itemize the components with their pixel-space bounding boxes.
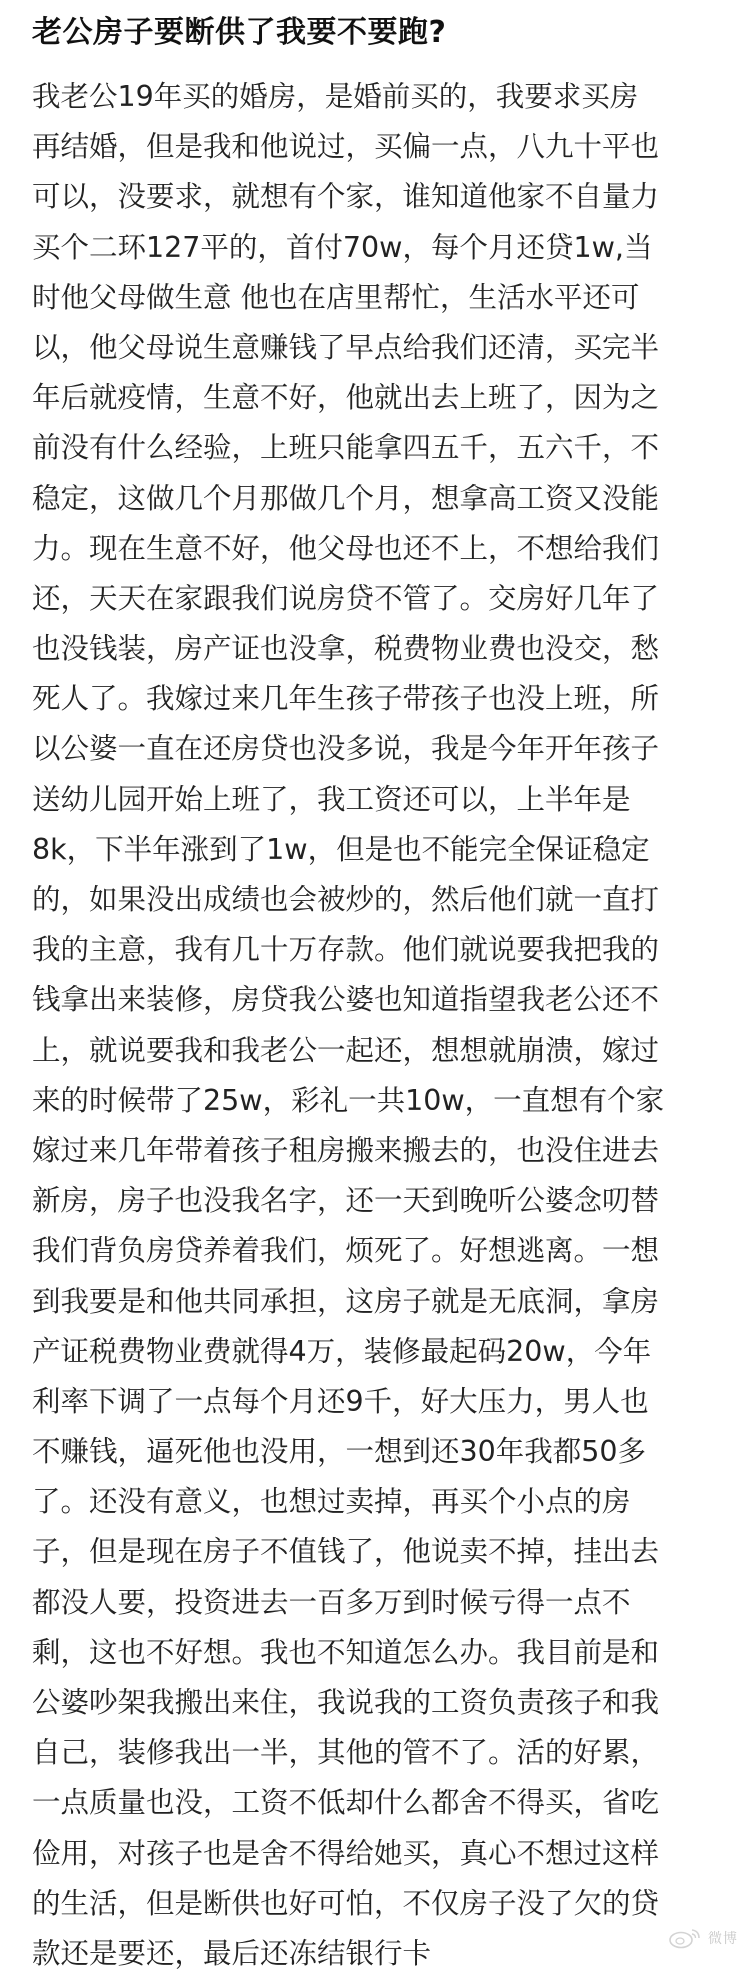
post-body-line: 来的时候带了25w，彩礼一共10w，一直想有个家 bbox=[32, 1083, 665, 1117]
post-body-line: 到我要是和他共同承担，这房子就是无底洞，拿房 bbox=[32, 1284, 660, 1318]
watermark-text: 微博 bbox=[708, 1931, 738, 1947]
post-body-line: 送幼儿园开始上班了，我工资还可以，上半年是 bbox=[32, 782, 631, 816]
post-body-line: 嫁过来几年带着孩子租房搬来搬去的，也没住进去 bbox=[32, 1133, 660, 1167]
weibo-logo-icon bbox=[668, 1927, 702, 1949]
post-body-line: 自己，装修我出一半，其他的管不了。活的好累， bbox=[32, 1736, 660, 1770]
post-body-line: 年后就疫情，生意不好，他就出去上班了，因为之 bbox=[32, 381, 660, 415]
post-body-line: 钱拿出来装修，房贷我公婆也知道指望我老公还不 bbox=[32, 983, 660, 1017]
post-body-line: 时他父母做生意 他也在店里帮忙，生活水平还可 bbox=[32, 280, 640, 314]
post-title: 老公房子要断供了我要不要跑? bbox=[32, 15, 447, 50]
post-body-line: 可以，没要求，就想有个家，谁知道他家不自量力 bbox=[32, 180, 660, 214]
post-body-line: 买个二环127平的，首付70w，每个月还贷1w,当 bbox=[32, 230, 653, 264]
post-body bbox=[32, 72, 724, 1979]
post-body-line: 也没钱装，房产证也没拿，税费物业费也没交，愁 bbox=[32, 632, 660, 666]
post-body-line: 力。现在生意不好，他父母也还不上，不想给我们 bbox=[32, 531, 660, 565]
post-body-line: 稳定，这做几个月那做几个月，想拿高工资又没能 bbox=[32, 481, 660, 515]
post-body-line: 利率下调了一点每个月还9千，好大压力，男人也 bbox=[32, 1384, 649, 1418]
watermark bbox=[668, 1927, 738, 1949]
post-body-line: 前没有什么经验，上班只能拿四五千，五六千，不 bbox=[32, 431, 660, 465]
post-body-line: 新房，房子也没我名字，还一天到晚听公婆念叨替 bbox=[32, 1184, 660, 1218]
post-body-line: 我老公19年买的婚房，是婚前买的，我要求买房 bbox=[32, 80, 639, 113]
post-body-line: 了。还没有意义，也想过卖掉，再买个小点的房 bbox=[32, 1485, 631, 1519]
post-body-line: 俭用，对孩子也是舍不得给她买，真心不想过这样 bbox=[32, 1836, 660, 1870]
post-body-line: 我们背负房贷养着我们，烦死了。好想逃离。一想 bbox=[32, 1234, 660, 1268]
post-body-line: 子，但是现在房子不值钱了，他说卖不掉，挂出去 bbox=[32, 1535, 660, 1569]
post-body-line: 剩，这也不好想。我也不知道怎么办。我目前是和 bbox=[32, 1635, 660, 1669]
post-body-line: 的生活，但是断供也好可怕，不仅房子没了欠的贷 bbox=[32, 1886, 660, 1920]
post-body-line: 都没人要，投资进去一百多万到时候亏得一点不 bbox=[32, 1585, 631, 1619]
post-body-line: 我的主意，我有几十万存款。他们就说要我把我的 bbox=[32, 933, 660, 967]
post-body-line: 以公婆一直在还房贷也没多说，我是今年开年孩子 bbox=[32, 732, 660, 766]
post-body-line: 公婆吵架我搬出来住，我说我的工资负责孩子和我 bbox=[32, 1686, 660, 1719]
post-body-line: 不赚钱，逼死他也没用，一想到还30年我都50多 bbox=[32, 1435, 647, 1469]
post-body-line: 以，他父母说生意赚钱了早点给我们还清，买完半 bbox=[32, 330, 660, 364]
post-body-line: 再结婚，但是我和他说过，买偏一点，八九十平也 bbox=[32, 130, 660, 164]
post-body-line: 上，就说要我和我老公一起还，想想就崩溃，嫁过 bbox=[32, 1033, 660, 1067]
post-body-line: 一点质量也没，工资不低却什么都舍不得买，省吃 bbox=[32, 1786, 660, 1820]
post-body-line: 产证税费物业费就得4万，装修最起码20w，今年 bbox=[32, 1334, 652, 1368]
post-body-line: 的，如果没出成绩也会被炒的，然后他们就一直打 bbox=[32, 883, 660, 916]
post-body-line: 还，天天在家跟我们说房贷不管了。交房好几年了 bbox=[32, 581, 660, 615]
post-body-line: 8k，下半年涨到了1w，但是也不能完全保证稳定 bbox=[32, 832, 650, 866]
post-body-line: 款还是要还，最后还冻结银行卡 bbox=[32, 1936, 432, 1970]
post-body-line: 死人了。我嫁过来几年生孩子带孩子也没上班，所 bbox=[32, 682, 660, 716]
